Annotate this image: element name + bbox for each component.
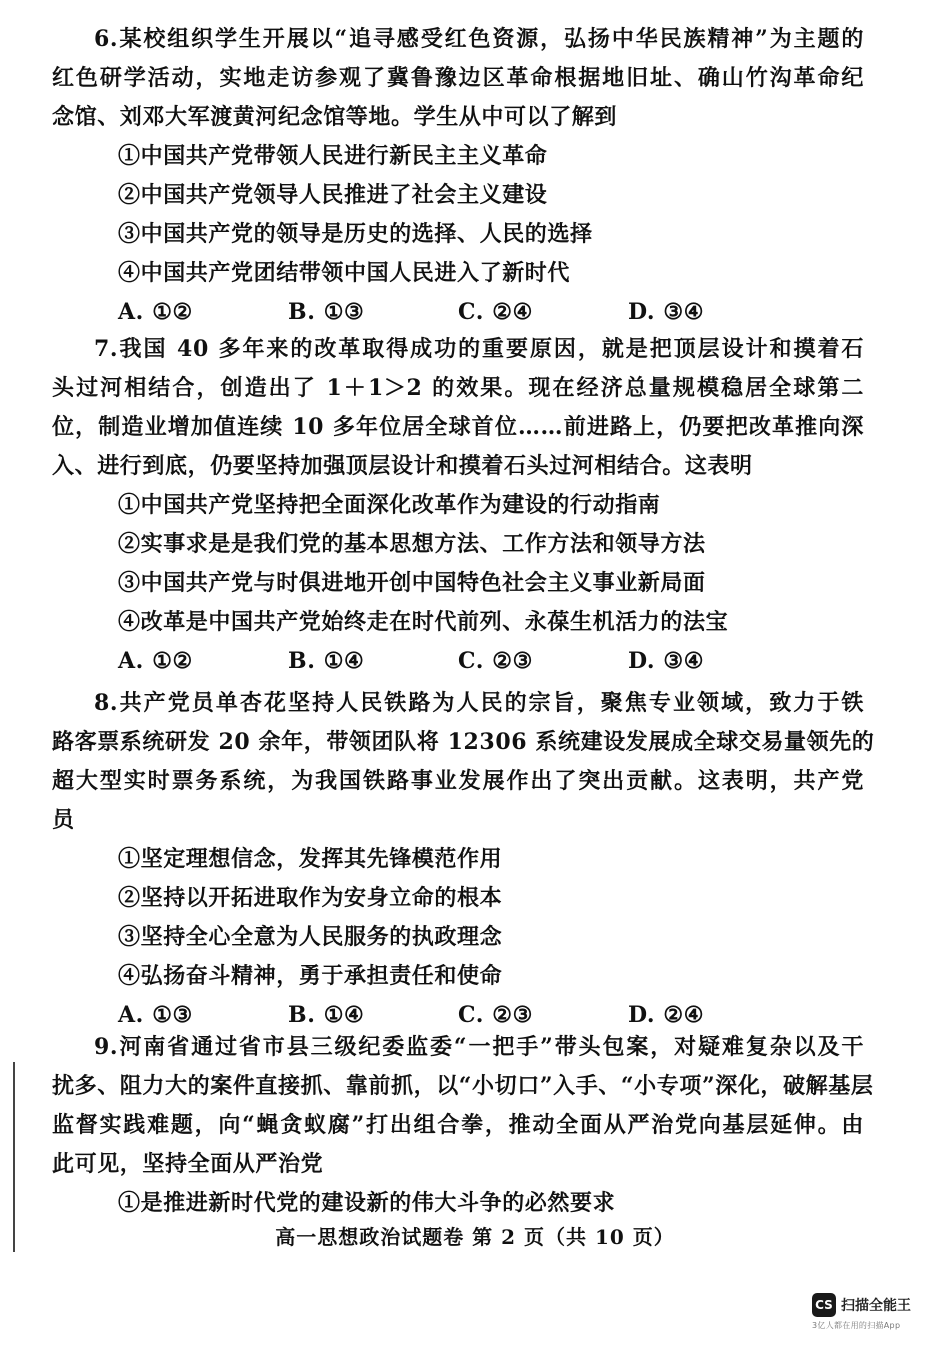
choice-d: D. ③④ — [628, 299, 705, 325]
choice-b: B. ①③ — [288, 299, 365, 325]
question-7 — [52, 330, 864, 681]
option-2: ②中国共产党领导人民推进了社会主义建设 — [118, 182, 548, 208]
question-stem-line: 红色研学活动，实地走访参观了冀鲁豫边区革命根据地旧址、确山竹沟革命纪 — [52, 65, 864, 91]
watermark-tagline: 3亿人都在用的扫描App — [812, 1321, 901, 1330]
choice-a: A. ①② — [118, 299, 193, 325]
question-9 — [52, 1028, 874, 1223]
option-3: ③坚持全心全意为人民服务的执政理念 — [118, 924, 503, 950]
answer-choices — [52, 642, 864, 681]
question-stem-line: 7.我国 40 多年来的改革取得成功的重要原因，就是把顶层设计和摸着石 — [94, 336, 864, 362]
question-stem-line: 头过河相结合，创造出了 1＋1＞2 的效果。现在经济总量规模稳居全球第二 — [52, 375, 864, 401]
question-stem-line: 入、进行到底，仍要坚持加强顶层设计和摸着石头过河相结合。这表明 — [52, 453, 753, 479]
answer-choices — [52, 293, 864, 332]
question-stem-line: 此可见，坚持全面从严治党 — [52, 1151, 324, 1177]
camscanner-logo-icon: CS — [812, 1293, 836, 1317]
question-stem-line: 9.河南省通过省市县三级纪委监委“一把手”带头包案，对疑难复杂以及干 — [94, 1034, 864, 1060]
option-1: ①是推进新时代党的建设新的伟大斗争的必然要求 — [118, 1190, 616, 1216]
question-6 — [52, 20, 864, 332]
watermark-app-name: 扫描全能王 — [841, 1298, 911, 1314]
option-1: ①坚定理想信念，发挥其先锋模范作用 — [118, 846, 503, 872]
question-stem-line: 扰多、阻力大的案件直接抓、靠前抓，以“小切口”入手、“小专项”深化，破解基层 — [52, 1073, 874, 1099]
option-4: ④改革是中国共产党始终走在时代前列、永葆生机活力的法宝 — [118, 609, 729, 635]
option-1: ①中国共产党坚持把全面深化改革作为建设的行动指南 — [118, 492, 661, 518]
choice-d: D. ③④ — [628, 648, 705, 674]
option-3: ③中国共产党与时俱进地开创中国特色社会主义事业新局面 — [118, 570, 706, 596]
choice-a: A. ①② — [118, 648, 193, 674]
question-stem-line: 6.某校组织学生开展以“追寻感受红色资源，弘扬中华民族精神”为主题的 — [94, 26, 864, 52]
option-4: ④中国共产党团结带领中国人民进入了新时代 — [118, 260, 571, 286]
question-stem-line: 路客票系统研发 20 余年，带领团队将 12306 系统建设发展成全球交易量领先的 — [52, 729, 875, 755]
option-1: ①中国共产党带领人民进行新民主主义革命 — [118, 143, 548, 169]
choice-c: C. ②④ — [458, 299, 533, 325]
question-stem-line: 超大型实时票务系统，为我国铁路事业发展作出了突出贡献。这表明，共产党 — [52, 768, 864, 794]
option-2: ②坚持以开拓进取作为安身立命的根本 — [118, 885, 503, 911]
question-stem-line: 8.共产党员单杏花坚持人民铁路为人民的宗旨，聚焦专业领域，致力于铁 — [94, 690, 864, 716]
choice-d: D. ②④ — [628, 1002, 705, 1028]
choice-c: C. ②③ — [458, 1002, 533, 1028]
question-stem-line: 员 — [52, 807, 75, 833]
choice-c: C. ②③ — [458, 648, 533, 674]
question-stem-line: 念馆、刘邓大军渡黄河纪念馆等地。学生从中可以了解到 — [52, 104, 618, 130]
question-stem-line: 监督实践难题，向“蝇贪蚁腐”打出组合拳，推动全面从严治党向基层延伸。由 — [52, 1112, 864, 1138]
choice-a: A. ①③ — [118, 1002, 193, 1028]
option-2: ②实事求是是我们党的基本思想方法、工作方法和领导方法 — [118, 531, 706, 557]
page-footer: 高一思想政治试题卷 第 2 页（共 10 页） — [275, 1225, 675, 1249]
choice-b: B. ①④ — [288, 648, 365, 674]
option-4: ④弘扬奋斗精神，勇于承担责任和使命 — [118, 963, 503, 989]
option-3: ③中国共产党的领导是历史的选择、人民的选择 — [118, 221, 593, 247]
question-8 — [52, 684, 875, 1035]
scanner-watermark — [812, 1293, 932, 1331]
choice-b: B. ①④ — [288, 1002, 365, 1028]
question-stem-line: 位，制造业增加值连续 10 多年位居全球首位……前进路上，仍要把改革推向深 — [52, 414, 864, 440]
